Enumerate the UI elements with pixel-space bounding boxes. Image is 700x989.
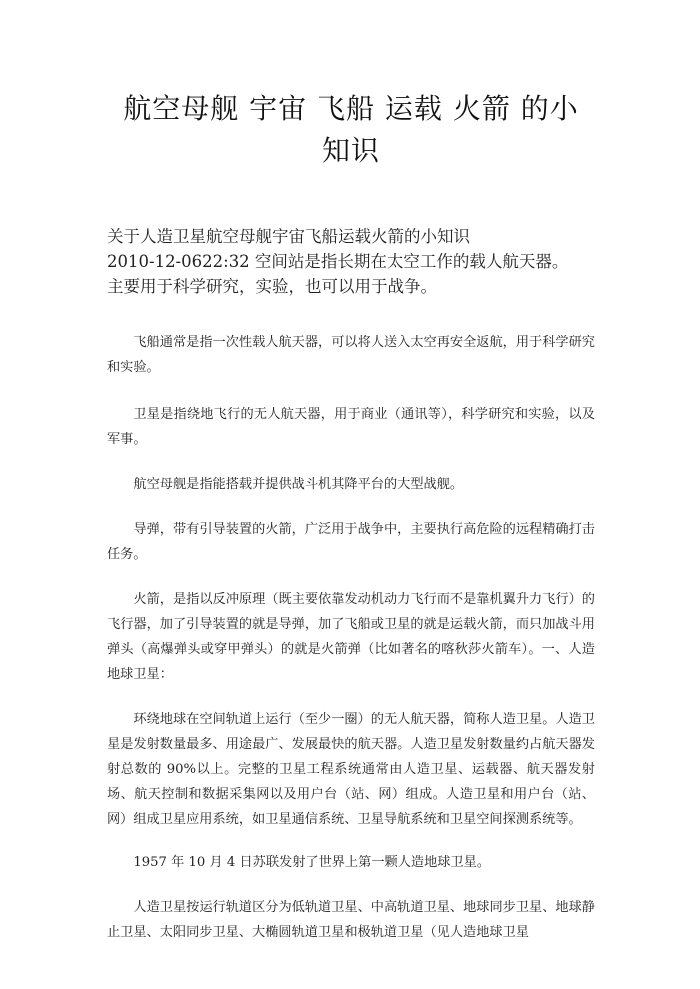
paragraph-first-satellite: 1957 年 10 月 4 日苏联发射了世界上第一颗人造地球卫星。: [133, 855, 491, 870]
paragraph-rocket: 火箭，是指以反冲原理（既主要依靠发动机动力飞行而不是靠机翼升力飞行）的飞行器，加了引导装置的就是导弹，加了飞船或卫星的就是运载火箭，而只加战斗用弹头（高爆弹头或穿甲弹头）的就是火箭弹（比如著名的喀秋莎火箭车）。一、人造地球卫星：: [107, 592, 595, 682]
intro-line: 关于人造卫星航空母舰宇宙飞船运载火箭的小知识: [107, 227, 470, 246]
paragraph-aircraft-carrier: 航空母舰是指能搭载并提供战斗机其降平台的大型战舰。: [133, 477, 464, 492]
paragraph-orbit-types: 人造卫星按运行轨道区分为低轨道卫星、中高轨道卫星、地球同步卫星、地球静止卫星、太阳同步卫星、大椭圆轨道卫星和极轨道卫星（见人造地球卫星: [107, 900, 595, 940]
paragraph-missile: 导弹，带有引导装置的火箭，广泛用于战争中，主要执行高危险的远程精确打击任务。: [107, 522, 595, 562]
paragraph-satellite: 卫星是指绕地飞行的无人航天器，用于商业（通讯等），科学研究和实验，以及军事。: [107, 407, 595, 447]
intro-line: 主要用于科学研究，实验，也可以用于战争。: [107, 277, 437, 296]
intro-line: 2010-12-0622:32 空间站是指长期在太空工作的载人航天器。: [107, 252, 569, 271]
paragraph-spaceship: 飞船通常是指一次性载人航天器，可以将人送入太空再安全返航，用于科学研究和实验。: [107, 335, 595, 375]
intro-block: [107, 224, 595, 299]
paragraph-artificial-satellite: 环绕地球在空间轨道上运行（至少一圈）的无人航天器，简称人造卫星。人造卫星是发射数量最多、用途最广、发展最快的航天器。人造卫星发射数量约占航天器发射总数的 90%以上。完整的卫星工程系统通常由人造卫星、运载器、航天器发射场、航天控制和数据采集网以及用户台（站、网）组成。人造卫星和用户台（站、网）组成卫星应用系统，如卫星通信系统、卫星导航系统和卫星空间探测系统等。: [107, 712, 595, 827]
document-title: 航空母舰 宇宙 飞船 运载 火箭 的小知识: [123, 92, 579, 167]
